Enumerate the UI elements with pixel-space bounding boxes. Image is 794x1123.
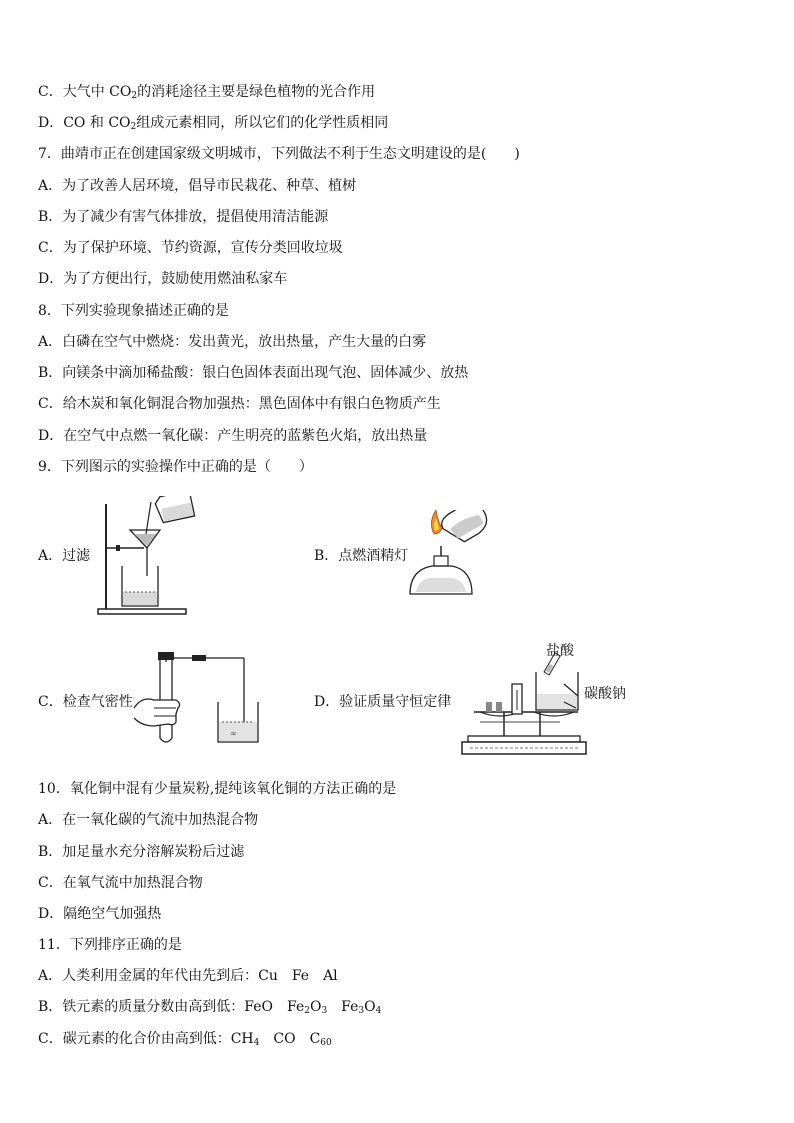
text-segment: 10．氧化铜中混有少量炭粉,提纯该氧化铜的方法正确的是	[38, 781, 397, 797]
text-segment: C．大气中 CO	[38, 84, 132, 100]
text-line-q7d	[38, 270, 287, 288]
text-segment: 8．下列实验现象描述正确的是	[38, 303, 229, 319]
text-segment: A．为了改善人居环境，倡导市民栽花、种草、植树	[38, 178, 357, 194]
airtightness-figure	[132, 652, 272, 748]
text-line-q10c	[38, 874, 203, 892]
text-line-q11b	[38, 998, 381, 1020]
text-line-q8	[38, 302, 229, 320]
text-line-q7b	[38, 208, 328, 226]
text-segment: A．人类利用金属的年代由先到后：Cu Fe Al	[38, 968, 338, 984]
text-line-q8a	[38, 333, 426, 351]
text-segment: D．隔绝空气加强热	[38, 906, 162, 922]
alcohol-lamp-figure	[406, 510, 494, 602]
subscript: 2	[304, 1006, 310, 1016]
text-line-q6d	[38, 114, 388, 136]
subscript: 2	[130, 122, 137, 132]
text-segment: B．铁元素的质量分数由高到低：FeO Fe	[38, 999, 305, 1015]
carbonate-label: 碳酸钠	[584, 686, 626, 702]
text-segment: D．为了方便出行，鼓励使用燃油私家车	[38, 271, 288, 287]
text-segment: 11．下列排序正确的是	[38, 937, 182, 953]
subscript: 4	[375, 1006, 382, 1016]
text-line-q11c	[38, 1030, 332, 1052]
text-segment: D．在空气中点燃一氧化碳：产生明亮的蓝紫色火焰，放出热量	[38, 428, 428, 444]
text-line-q10	[38, 780, 396, 798]
text-segment: 9．下列图示的实验操作中正确的是（ ）	[38, 459, 313, 475]
text-segment: C．给木炭和氧化铜混合物加强热：黑色固体中有银白色物质产生	[38, 396, 441, 412]
text-line-q11	[38, 936, 182, 954]
subscript: 3	[358, 1006, 365, 1016]
filtration-figure	[96, 496, 204, 616]
figure-c-label: C．检查气密性	[38, 694, 133, 710]
text-segment: C．为了保护环境、节约资源，宣传分类回收垃圾	[38, 240, 343, 256]
subscript: 2	[131, 91, 138, 101]
text-segment: 7．曲靖市正在创建国家级文明城市，下列做法不利于生态文明建设的是( )	[38, 146, 520, 162]
text-line-q10d	[38, 905, 161, 923]
text-line-q7	[38, 145, 520, 163]
subscript: 3	[321, 1006, 328, 1016]
text-line-q6c	[38, 83, 375, 105]
subscript: 4	[253, 1038, 260, 1048]
text-segment: O	[364, 999, 376, 1015]
acid-label: 盐酸	[546, 643, 574, 659]
text-segment: B．加足量水充分溶解炭粉后过滤	[38, 844, 245, 860]
figure-d-label: D．验证质量守恒定律	[314, 694, 452, 710]
text-line-q8c	[38, 395, 441, 413]
text-segment: B．向镁条中滴加稀盐酸：银白色固体表面出现气泡、固体减少、放热	[38, 365, 469, 381]
text-segment: D．CO 和 CO	[38, 115, 131, 131]
text-segment: B．为了减少有害气体排放，提倡使用清洁能源	[38, 209, 329, 225]
text-segment: O	[309, 999, 322, 1015]
figure-a-label: A．过滤	[38, 548, 91, 564]
text-line-q10b	[38, 843, 244, 861]
text-segment: 的消耗途径主要是绿色植物的光合作用	[137, 84, 376, 100]
svg-text:≈: ≈	[230, 729, 237, 738]
text-segment: C．碳元素的化合价由高到低：CH	[38, 1031, 254, 1047]
text-line-q11a	[38, 967, 338, 985]
text-segment: A．白磷在空气中燃烧：发出黄光，放出热量，产生大量的白雾	[38, 334, 427, 350]
text-line-q10a	[38, 811, 258, 829]
text-segment: 组成元素相同，所以它们的化学性质相同	[136, 115, 389, 131]
text-segment: C．在氧气流中加热混合物	[38, 875, 203, 891]
text-segment: A．在一氧化碳的气流中加热混合物	[38, 812, 259, 828]
subscript: 60	[320, 1038, 332, 1048]
figure-b-label: B．点燃酒精灯	[314, 548, 409, 564]
text-line-q8d	[38, 427, 427, 445]
text-line-q7a	[38, 177, 356, 195]
text-line-q8b	[38, 364, 468, 382]
text-segment: Fe	[327, 999, 359, 1015]
text-line-q9	[38, 458, 313, 476]
text-line-q7c	[38, 239, 343, 257]
text-segment: CO C	[259, 1031, 321, 1047]
